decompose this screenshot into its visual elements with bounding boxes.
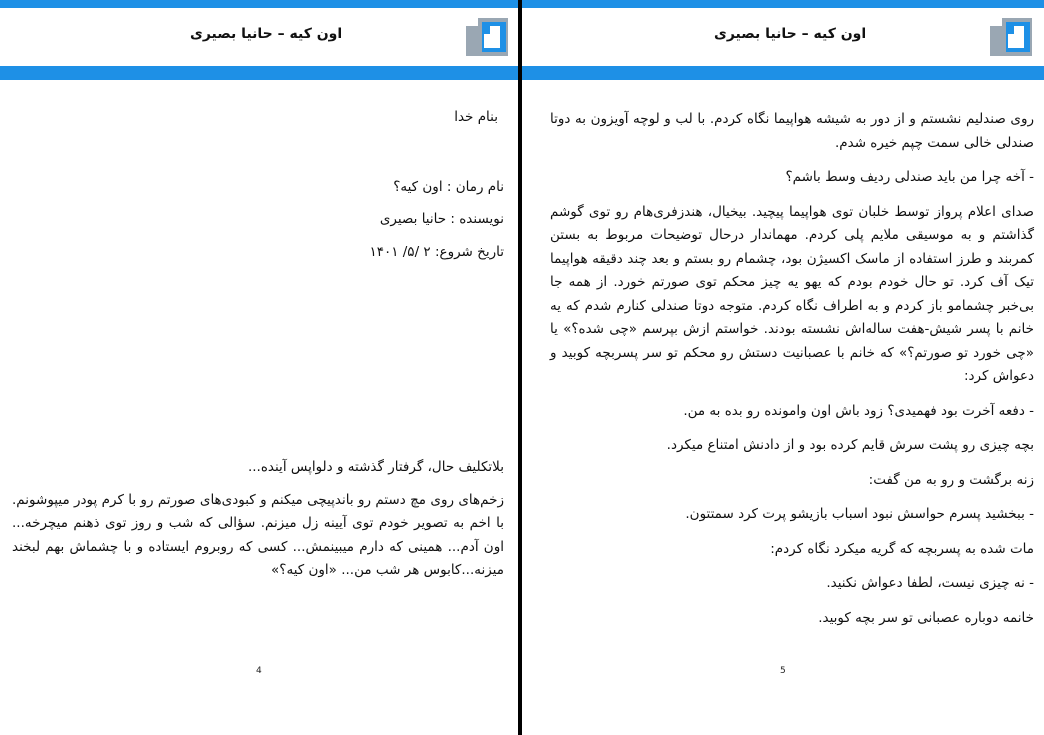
body-paragraph: خانمه دوباره عصبانی تو سر بچه کوبید.: [818, 609, 1034, 626]
header-title: اون کیه – حانیا بصیری: [714, 26, 867, 42]
body-paragraph: صدای اعلام پرواز توسط خلبان توی هواپیما پیچید. بیخیال، هندزفری‌هام رو توی گوشم گذاشتم و به موسیقی ملایم پلی کردم. مهماندار درحال توضیحات مربوط به بستن کمربند و طرز استفاده از ماسک اکسیژن بود، چشمام رو بستم و بعد چند دقیقه هواپیما تیک آف کرد. تو حال خودم بودم که یهو یه چیز محکم توی صورتم خورد. از همه جا بی‌خبر چشمامو باز کردم و به اطراف نگاه کردم. متوجه دوتا صندلی کنارم شدم که یه خانم با پسر شیش-هفت ساله‌اش نشسته بودند. خواستم ازش بپرسم «چی شده؟» یا «چی خورد تو صورتم؟» که خانم با عصبانیت دستش رو محکم تو سر پسربچه کوبید و دعواش کرد:: [550, 203, 1034, 384]
left-page: [0, 0, 518, 735]
header-bottom-bar: [522, 66, 1044, 80]
intro-line: نویسنده : حانیا بصیری: [379, 211, 504, 227]
chapter-body: [550, 108, 1034, 630]
intro-block: [34, 106, 504, 264]
header-bottom-bar: [0, 66, 518, 80]
page-number: 4: [256, 666, 262, 676]
body-paragraph: زنه برگشت و رو به من گفت:: [868, 471, 1034, 488]
synopsis-paragraph: زخم‌های روی مچ دستم رو باندپیچی میکنم و کبودی‌های صورتم رو با کرم پودر میپوشونم. با اخم به تصویر خودم توی آیینه زل میزنم. سؤالی که شب و روز توی ذهنم میچرخه... اون آدم... همینی که دارم میبینمش... کسی که روبروم ایستاده و با چشماش بهم لبخند میزنه...کابوس هر شب من... «اون کیه؟»: [12, 491, 504, 578]
synopsis-block: [12, 456, 504, 583]
header-title: اون کیه – حانیا بصیری: [190, 26, 343, 42]
body-paragraph: مات شده به پسربچه که گریه میکرد نگاه کردم:: [770, 540, 1034, 557]
publisher-logo-icon: [988, 16, 1034, 58]
body-paragraph: - نه چیزی نیست، لطفا دعواش نکنید.: [826, 575, 1034, 591]
intro-line: نام رمان : اون کیه؟: [393, 178, 504, 195]
header-top-bar: [522, 0, 1044, 8]
body-paragraph: بچه چیزی رو پشت سرش قایم کرده بود و از دادنش امتناع میکرد.: [666, 437, 1034, 453]
tagline: بلاتکلیف حال، گرفتار گذشته و دلواپس آینده...: [247, 459, 504, 475]
right-page: [522, 0, 1044, 735]
body-paragraph: - دفعه آخرت بود فهمیدی؟ زود باش اون واموند‌ه رو بده به من.: [683, 402, 1034, 419]
intro-line: بنام خدا: [454, 109, 498, 125]
body-paragraph: - ببخشید پسرم حواسش نبود اسباب بازیشو پرت کرد سمتتون.: [685, 506, 1034, 522]
publisher-logo-icon: [464, 16, 510, 58]
body-paragraph: - آخه چرا من باید صندلی ردیف وسط باشم؟: [785, 169, 1034, 185]
header-top-bar: [0, 0, 518, 8]
intro-line: تاریخ شروع: ۲ /۵/ ۱۴۰۱: [369, 243, 504, 260]
page-number: 5: [780, 666, 786, 676]
body-paragraph: روی صندلیم نشستم و از دور به شیشه هواپیما نگاه کردم. با لب و لوچه آویزون به دوتا صندلی خالی سمت چپم خیره شدم.: [550, 111, 1034, 151]
